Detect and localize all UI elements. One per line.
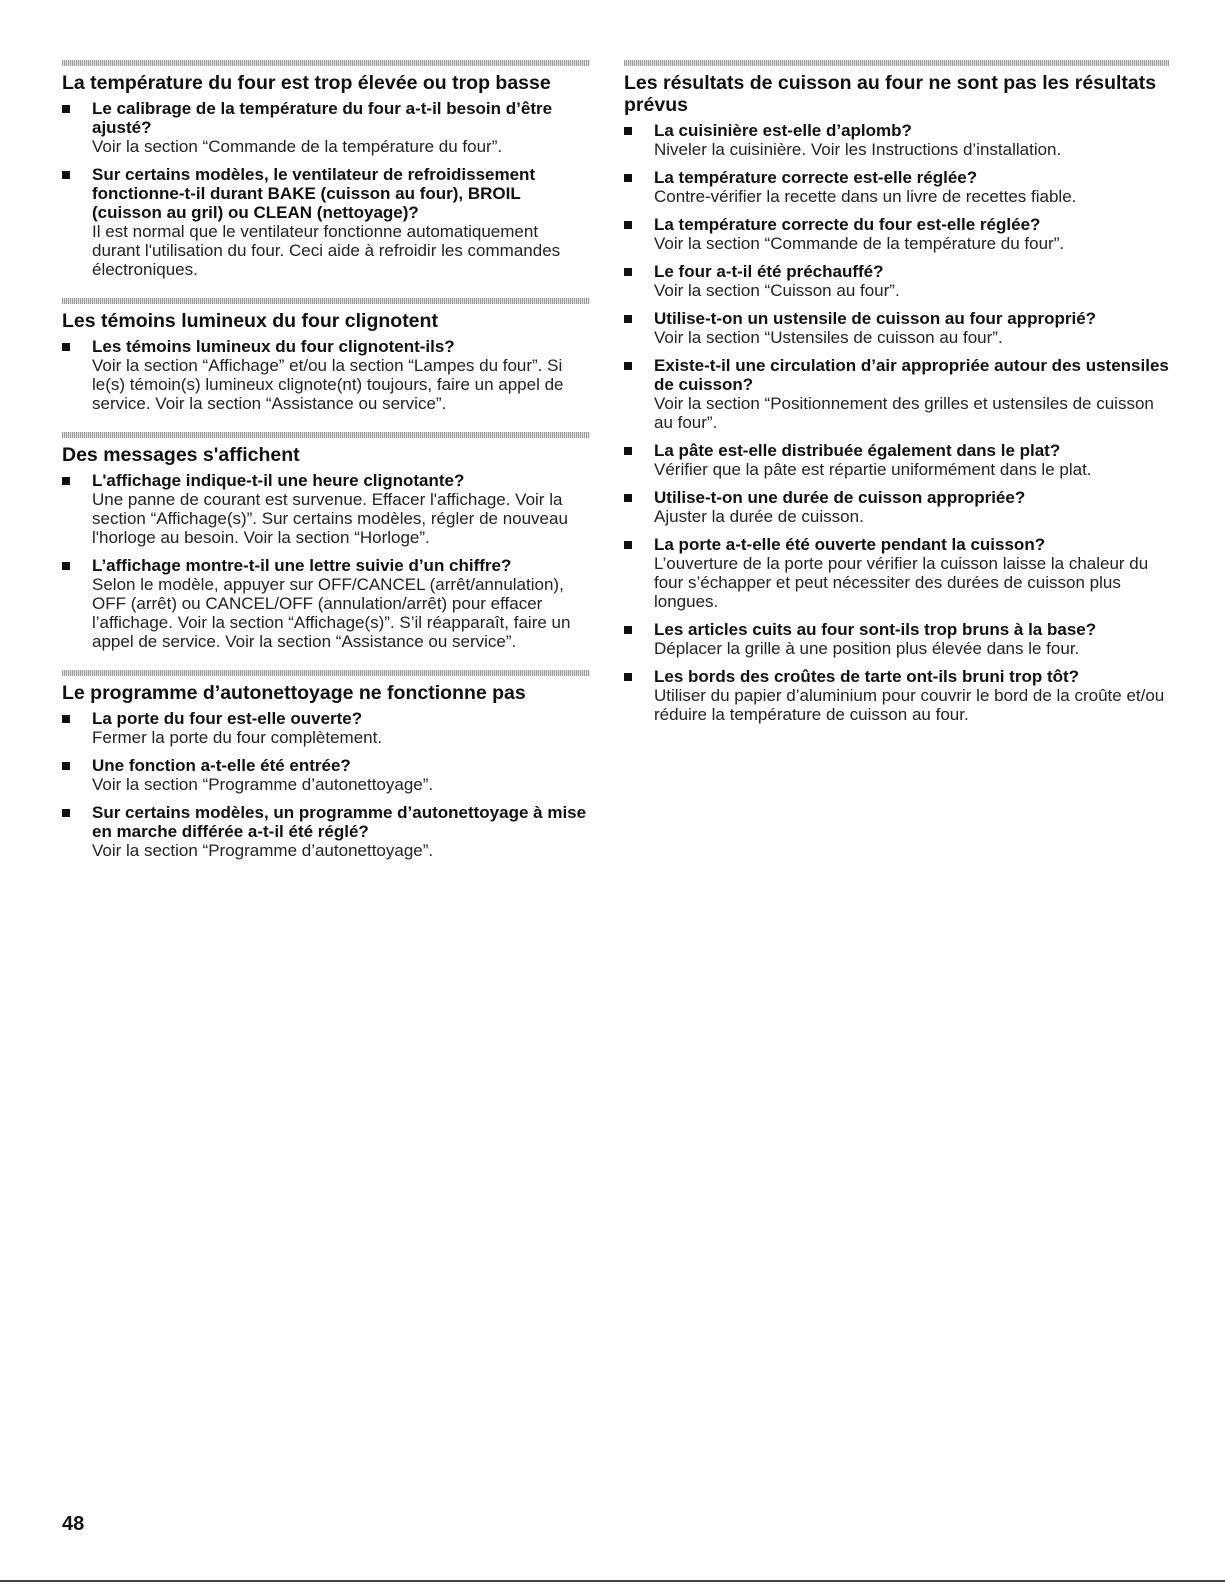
answer-text: Selon le modèle, appuyer sur OFF/CANCEL (arrêt/annulation), OFF (arrêt) ou CANCEL/OFF (annulation/arrêt) pour effacer l’affichage. Voir la section “Affichage(s)”. S’il réapparaît, faire un appel de service. Voir la section “Assistance ou service”. xyxy=(92,575,571,651)
question-item xyxy=(624,309,1169,347)
section-title: Les témoins lumineux du four clignotent xyxy=(62,310,438,332)
question-item xyxy=(624,356,1169,432)
troubleshooting-section xyxy=(62,432,590,651)
page-bottom-rule xyxy=(0,1580,1225,1582)
question-text: L'affichage indique-t-il une heure clignotante? xyxy=(92,471,465,490)
question-text: Le four a-t-il été préchauffé? xyxy=(654,262,884,281)
answer-text: L’ouverture de la porte pour vérifier la cuisson laisse la chaleur du four s’échapper et peut nécessiter des durées de cuisson plus longues. xyxy=(654,554,1149,611)
answer-text: Voir la section “Positionnement des grilles et ustensiles de cuisson au four”. xyxy=(654,394,1154,432)
troubleshooting-section xyxy=(62,670,590,860)
question-text: Les articles cuits au four sont-ils trop bruns à la base? xyxy=(654,620,1097,639)
question-text: Sur certains modèles, le ventilateur de refroidissement fonctionne-t-il durant BAKE (cuisson au four), BROIL (cuisson au gril) ou CLEAN (nettoyage)? xyxy=(92,165,536,222)
page-number: 48 xyxy=(62,1513,85,1535)
section-title: La température du four est trop élevée ou trop basse xyxy=(62,72,551,94)
question-text: La température correcte du four est-elle réglée? xyxy=(654,215,1041,234)
question-item xyxy=(624,667,1169,724)
square-bullet-icon xyxy=(624,362,632,370)
section-title: Des messages s'affichent xyxy=(62,444,300,466)
square-bullet-icon xyxy=(62,477,70,485)
question-item xyxy=(62,99,590,156)
question-item xyxy=(624,488,1169,526)
answer-text: Voir la section “Commande de la température du four”. xyxy=(654,234,1065,253)
question-item xyxy=(624,168,1169,206)
question-item xyxy=(624,620,1169,658)
question-text: La porte a-t-elle été ouverte pendant la cuisson? xyxy=(654,535,1046,554)
question-text: Existe-t-il une circulation d’air appropriée autour des ustensiles de cuisson? xyxy=(654,356,1169,394)
square-bullet-icon xyxy=(624,673,632,681)
section-gap xyxy=(62,660,590,670)
question-text: Utilise-t-on un ustensile de cuisson au four approprié? xyxy=(654,309,1097,328)
section-title: Le programme d’autonettoyage ne fonctionne pas xyxy=(62,682,526,704)
square-bullet-icon xyxy=(624,494,632,502)
answer-text: Fermer la porte du four complètement. xyxy=(92,728,383,747)
question-text: La température correcte est-elle réglée? xyxy=(654,168,978,187)
answer-text: Niveler la cuisinière. Voir les Instructions d’installation. xyxy=(654,140,1062,159)
square-bullet-icon xyxy=(624,626,632,634)
square-bullet-icon xyxy=(624,268,632,276)
square-bullet-icon xyxy=(62,809,70,817)
answer-text: Déplacer la grille à une position plus élevée dans le four. xyxy=(654,639,1080,658)
square-bullet-icon xyxy=(624,541,632,549)
square-bullet-icon xyxy=(62,715,70,723)
troubleshooting-section xyxy=(62,60,590,279)
answer-text: Voir la section “Commande de la température du four”. xyxy=(92,137,503,156)
question-item xyxy=(62,709,590,747)
question-text: Une fonction a-t-elle été entrée? xyxy=(92,756,351,775)
answer-text: Voir la section “Cuisson au four”. xyxy=(654,281,900,300)
question-text: Les témoins lumineux du four clignotent-ils? xyxy=(92,337,455,356)
question-item xyxy=(62,556,590,651)
question-item xyxy=(62,471,590,547)
answer-text: Contre-vérifier la recette dans un livre de recettes fiable. xyxy=(654,187,1077,206)
question-text: Utilise-t-on une durée de cuisson appropriée? xyxy=(654,488,1026,507)
square-bullet-icon xyxy=(624,174,632,182)
answer-text: Une panne de courant est survenue. Effacer l'affichage. Voir la section “Affichage(s)”. Sur certains modèles, régler de nouveau l'horloge au besoin. Voir la section “Horloge”. xyxy=(92,490,568,547)
question-item xyxy=(624,215,1169,253)
square-bullet-icon xyxy=(62,343,70,351)
section-divider xyxy=(62,670,590,676)
section-divider xyxy=(62,432,590,438)
square-bullet-icon xyxy=(62,105,70,113)
question-item xyxy=(624,535,1169,611)
troubleshooting-section xyxy=(624,60,1169,724)
right-column xyxy=(624,60,1169,733)
answer-text: Vérifier que la pâte est répartie uniformément dans le plat. xyxy=(654,460,1092,479)
square-bullet-icon xyxy=(624,221,632,229)
section-title: Les résultats de cuisson au four ne sont pas les résultats prévus xyxy=(624,72,1157,116)
square-bullet-icon xyxy=(624,127,632,135)
question-item xyxy=(624,121,1169,159)
section-divider xyxy=(62,298,590,304)
question-item xyxy=(624,441,1169,479)
answer-text: Voir la section “Affichage” et/ou la section “Lampes du four”. Si le(s) témoin(s) lumineux clignote(nt) toujours, faire un appel de service. Voir la section “Assistance ou service”. xyxy=(92,356,564,413)
section-gap xyxy=(62,288,590,298)
question-item xyxy=(62,337,590,413)
question-text: La pâte est-elle distribuée également dans le plat? xyxy=(654,441,1061,460)
square-bullet-icon xyxy=(624,315,632,323)
section-gap xyxy=(62,422,590,432)
square-bullet-icon xyxy=(62,562,70,570)
question-item xyxy=(62,165,590,279)
troubleshooting-section xyxy=(62,298,590,413)
answer-text: Utiliser du papier d’aluminium pour couvrir le bord de la croûte et/ou réduire la température de cuisson au four. xyxy=(654,686,1165,724)
question-item xyxy=(62,803,590,860)
question-text: L’affichage montre-t-il une lettre suivie d’un chiffre? xyxy=(92,556,512,575)
square-bullet-icon xyxy=(62,171,70,179)
question-text: Sur certains modèles, un programme d’autonettoyage à mise en marche différée a-t-il été réglé? xyxy=(92,803,587,841)
question-text: Les bords des croûtes de tarte ont-ils bruni trop tôt? xyxy=(654,667,1080,686)
question-item xyxy=(624,262,1169,300)
square-bullet-icon xyxy=(624,447,632,455)
left-column xyxy=(62,60,590,869)
answer-text: Il est normal que le ventilateur fonctionne automatiquement durant l'utilisation du four. Ceci aide à refroidir les commandes électroniques. xyxy=(92,222,561,279)
question-item xyxy=(62,756,590,794)
section-divider xyxy=(62,60,590,66)
answer-text: Ajuster la durée de cuisson. xyxy=(654,507,864,526)
section-divider xyxy=(624,60,1169,66)
answer-text: Voir la section “Programme d’autonettoyage”. xyxy=(92,841,434,860)
question-text: Le calibrage de la température du four a-t-il besoin d’être ajusté? xyxy=(92,99,553,137)
question-text: La cuisinière est-elle d’aplomb? xyxy=(654,121,912,140)
square-bullet-icon xyxy=(62,762,70,770)
answer-text: Voir la section “Ustensiles de cuisson au four”. xyxy=(654,328,1003,347)
answer-text: Voir la section “Programme d’autonettoyage”. xyxy=(92,775,434,794)
question-text: La porte du four est-elle ouverte? xyxy=(92,709,363,728)
